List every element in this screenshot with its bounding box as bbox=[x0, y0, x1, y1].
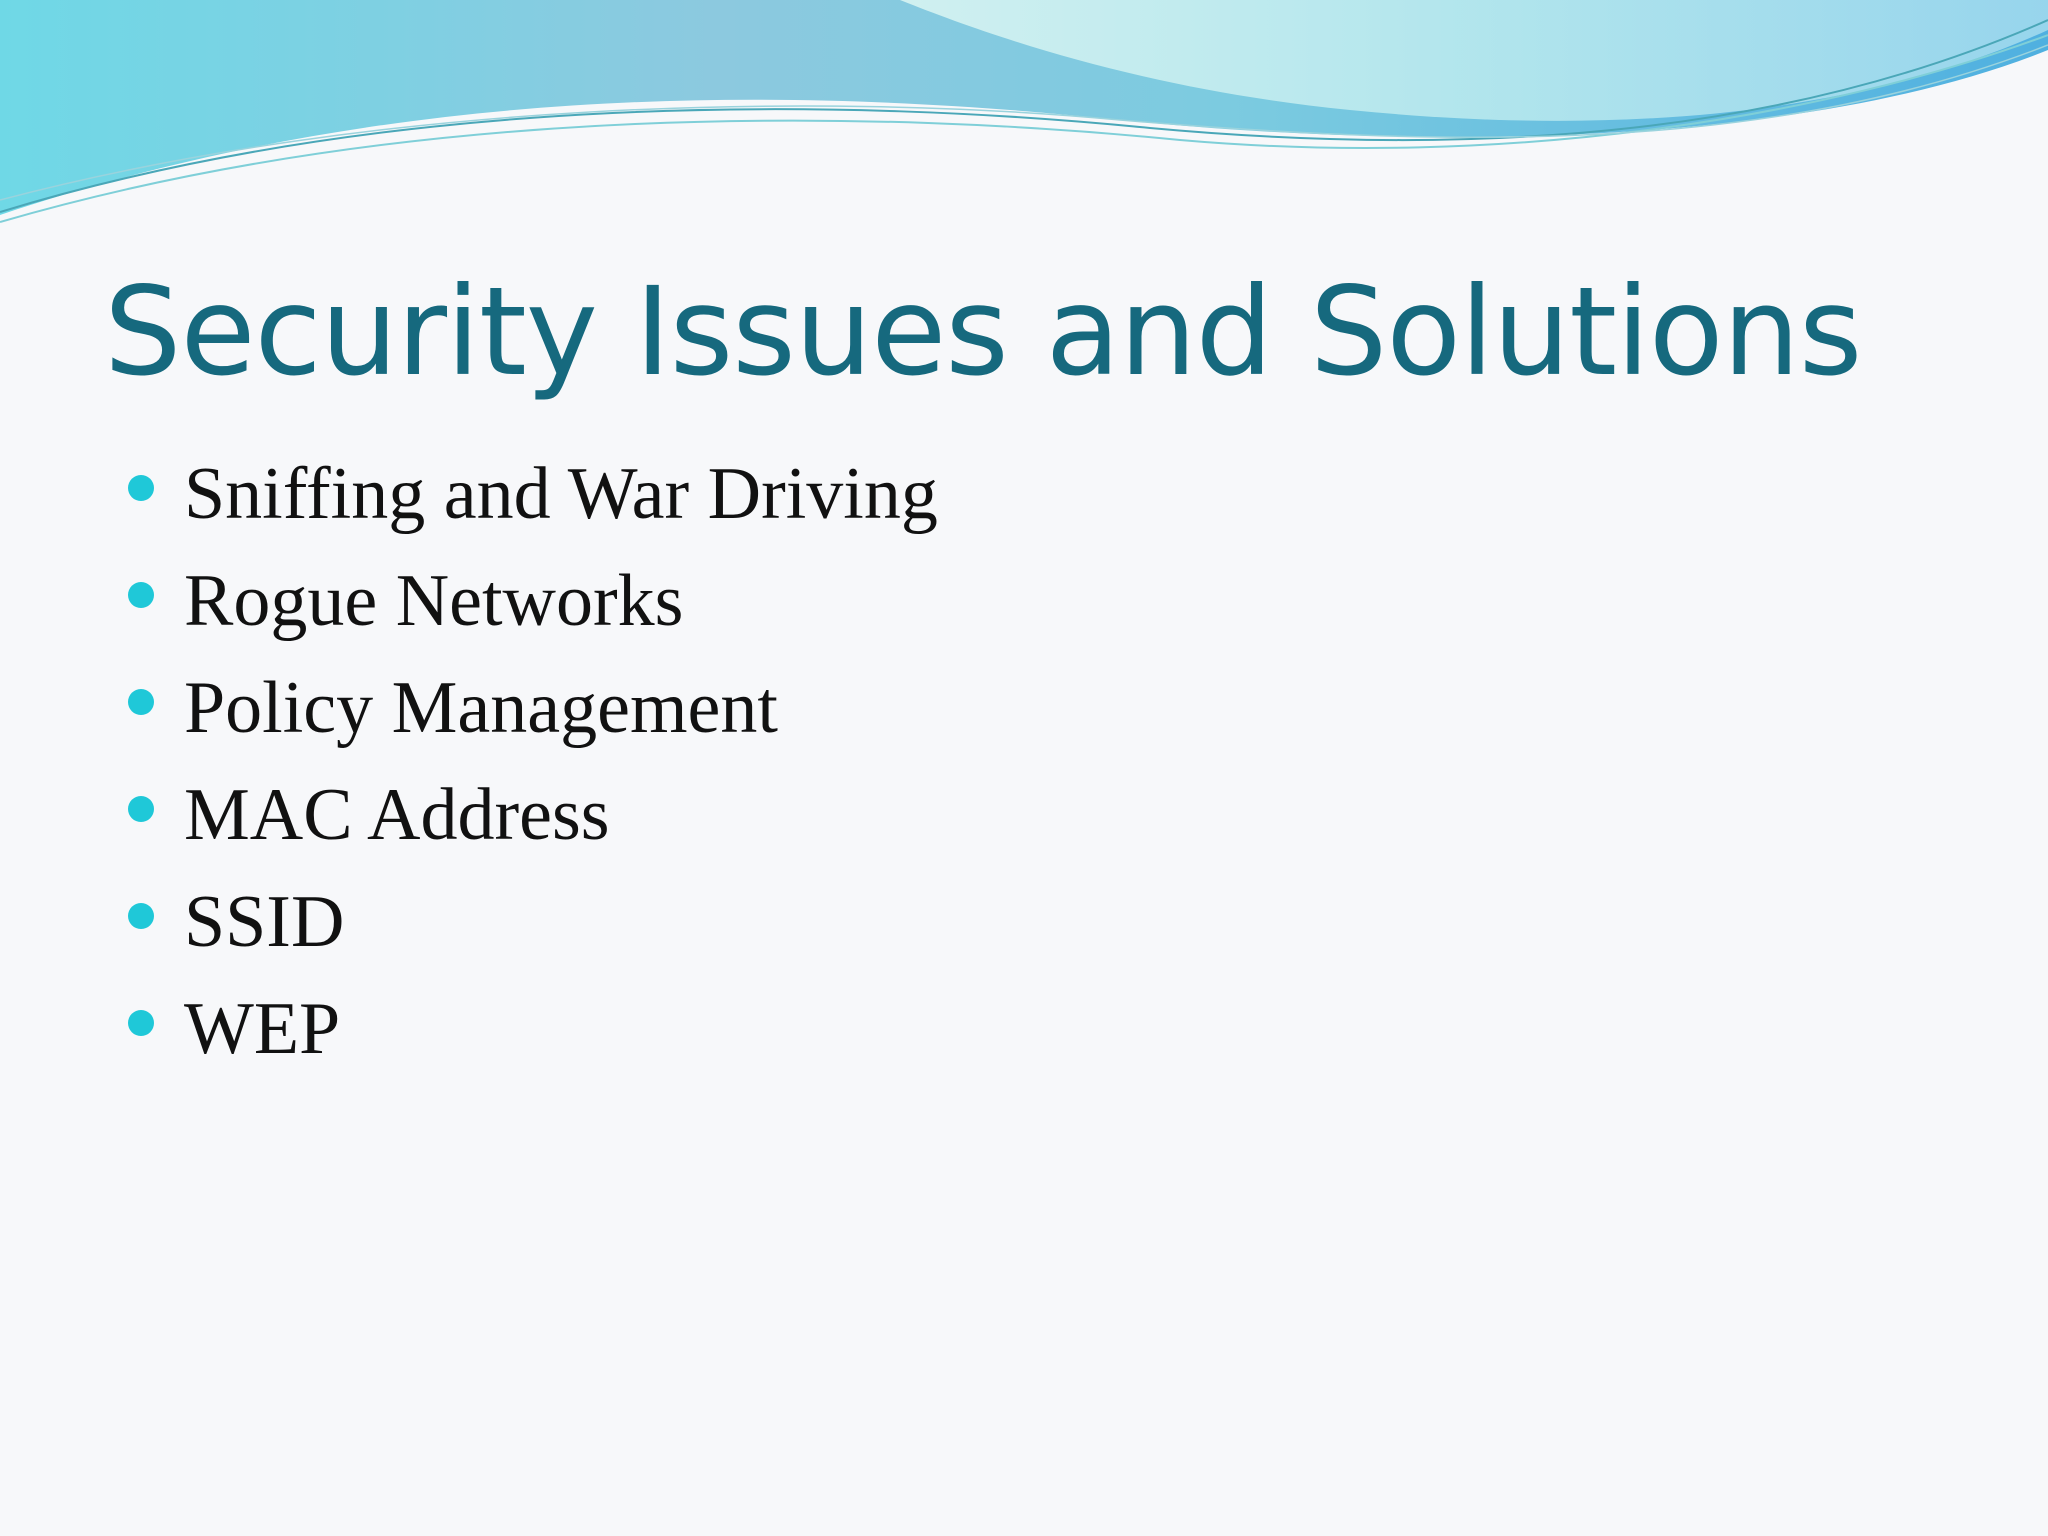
bullet-dot-icon bbox=[128, 1010, 154, 1036]
list-item bbox=[128, 975, 938, 1082]
list-item bbox=[128, 547, 938, 654]
bullet-list bbox=[128, 440, 938, 1082]
header-wave-decoration bbox=[0, 0, 2048, 240]
list-item bbox=[128, 868, 938, 975]
list-item bbox=[128, 654, 938, 761]
bullet-dot-icon bbox=[128, 475, 154, 501]
bullet-text: WEP bbox=[184, 987, 341, 1070]
bullet-dot-icon bbox=[128, 903, 154, 929]
list-item bbox=[128, 440, 938, 547]
slide-title: Security Issues and Solutions bbox=[104, 261, 1862, 403]
bullet-dot-icon bbox=[128, 582, 154, 608]
list-item bbox=[128, 761, 938, 868]
bullet-text: MAC Address bbox=[184, 773, 610, 856]
bullet-dot-icon bbox=[128, 689, 154, 715]
bullet-text: Policy Management bbox=[184, 666, 778, 749]
bullet-text: Sniffing and War Driving bbox=[184, 452, 938, 535]
bullet-dot-icon bbox=[128, 796, 154, 822]
bullet-text: SSID bbox=[184, 880, 345, 963]
bullet-text: Rogue Networks bbox=[184, 559, 684, 642]
